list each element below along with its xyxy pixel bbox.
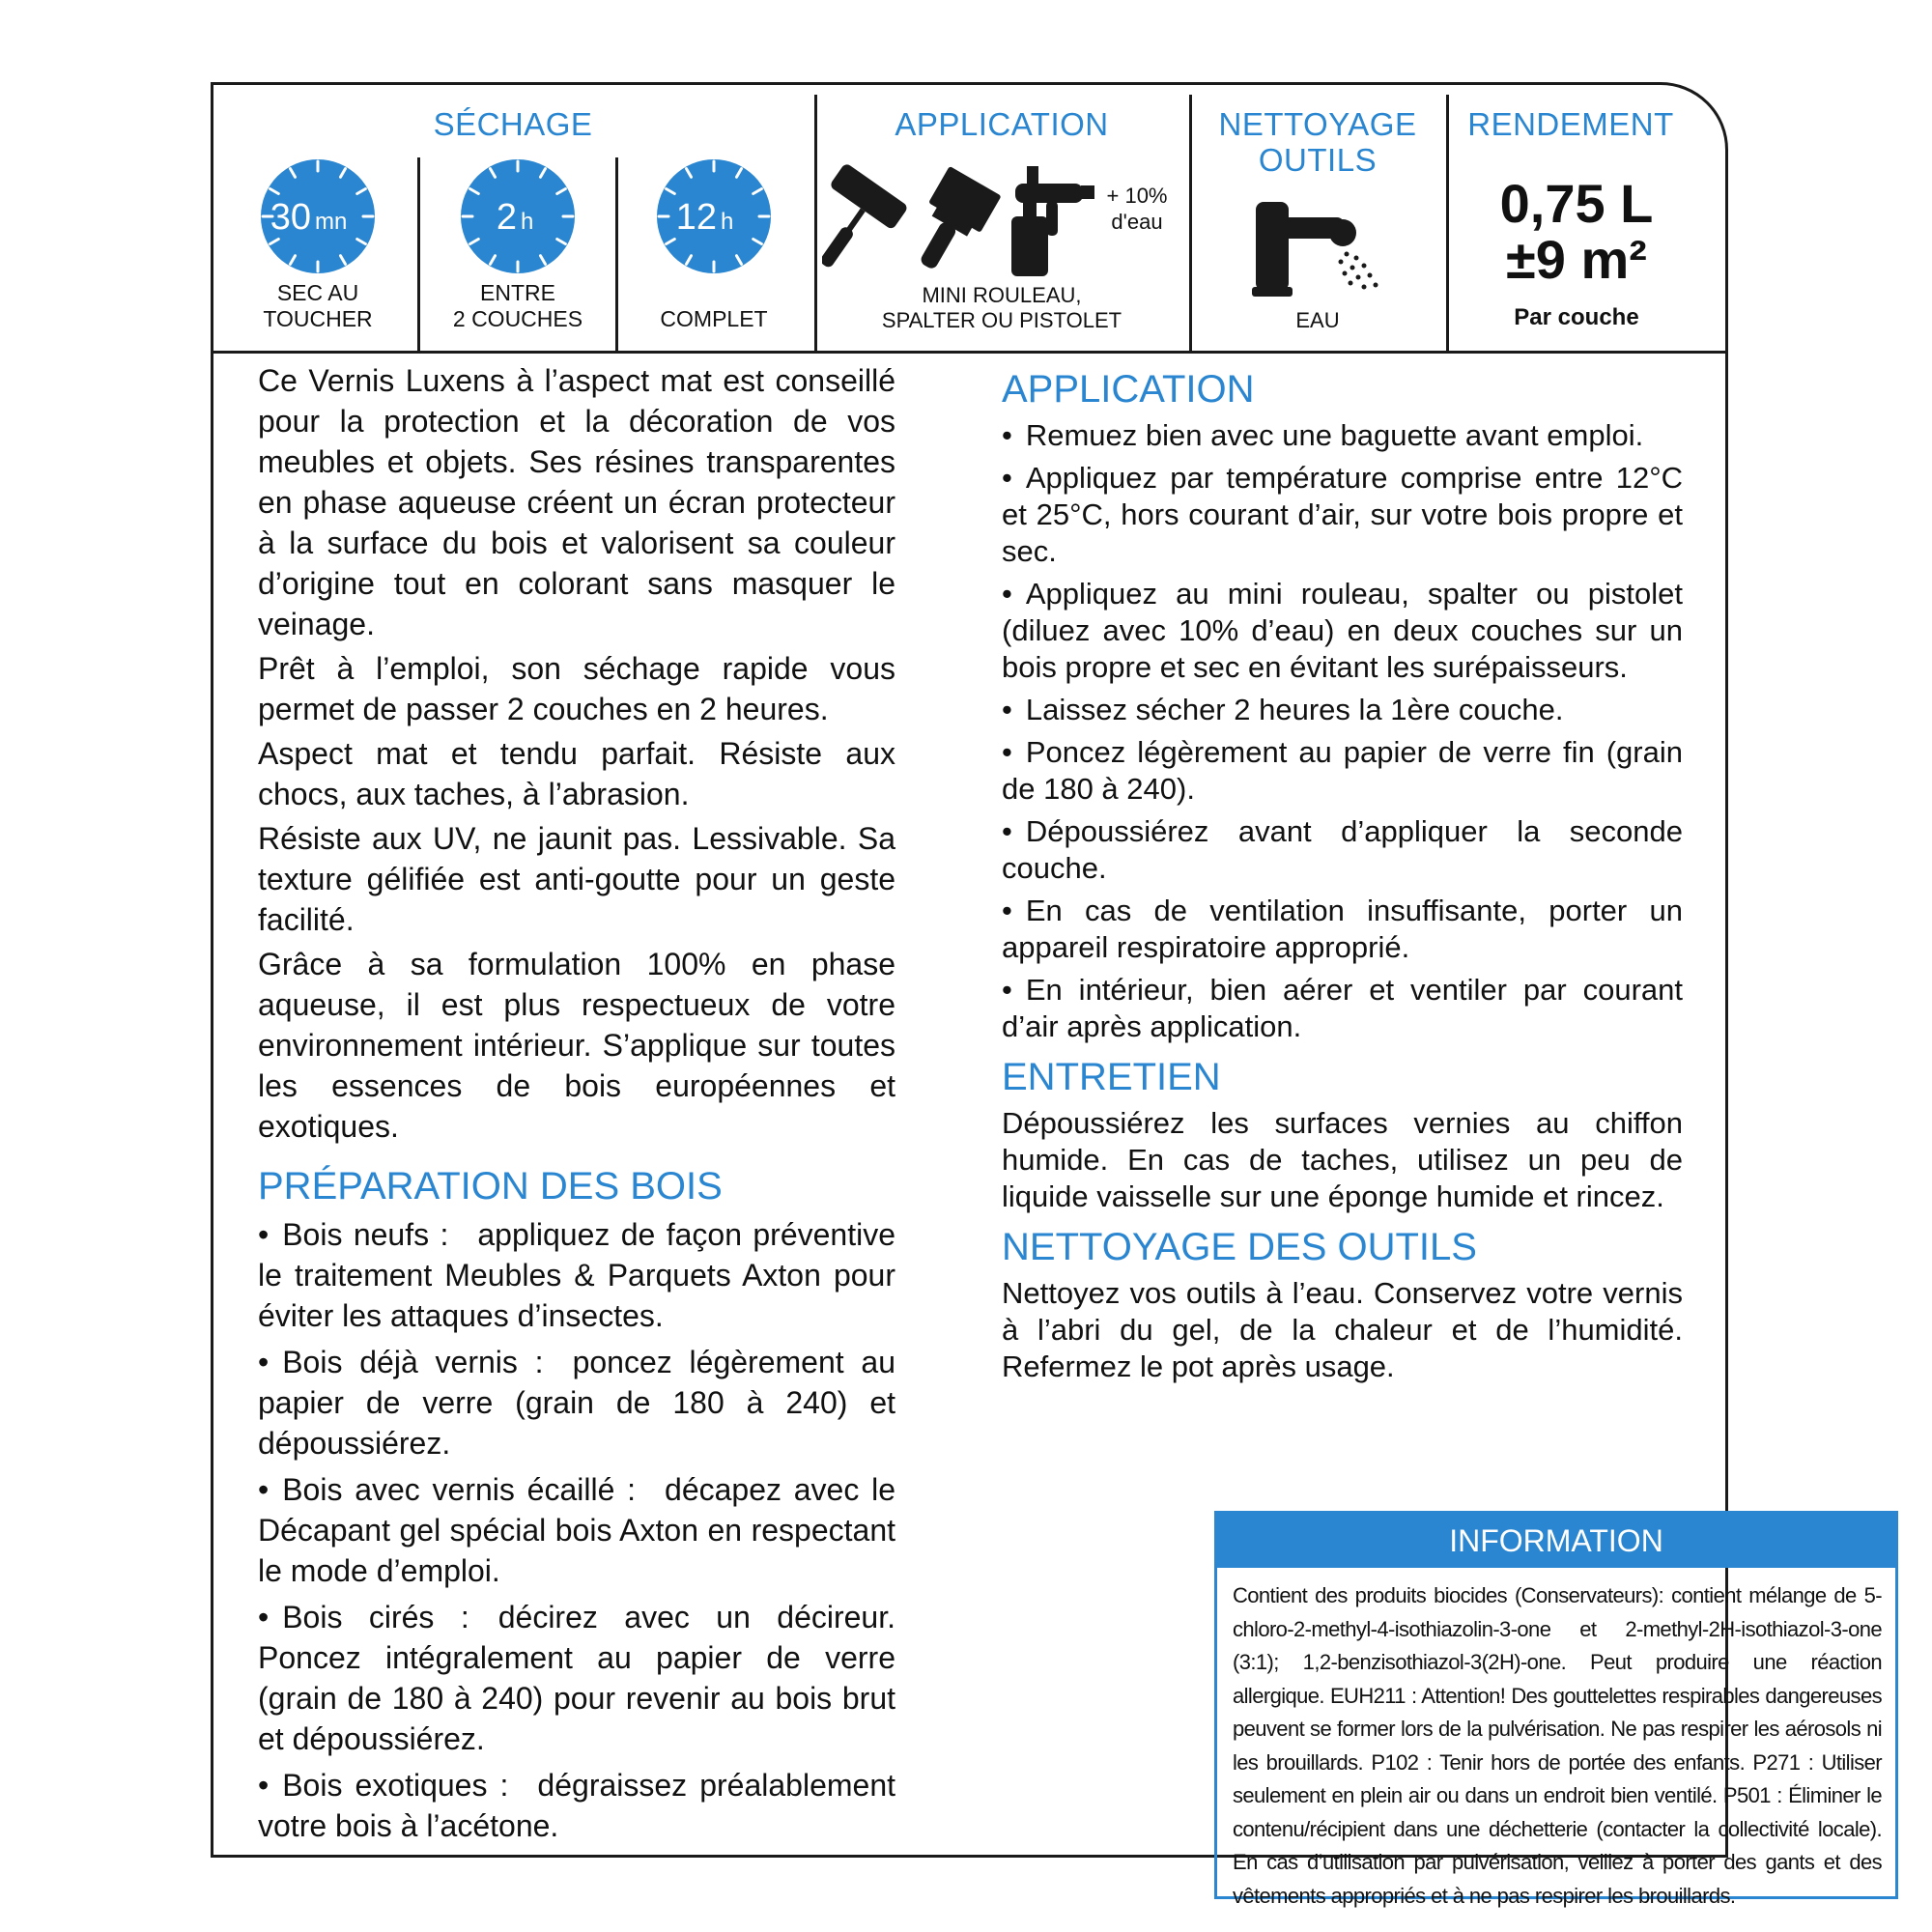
- clock-icon: [459, 157, 577, 275]
- intro-paragraph: Résiste aux UV, ne jaunit pas. Lessivable. Sa texture gélifiée est anti-goutte pour un geste facilité.: [258, 821, 895, 937]
- product-info-panel: [211, 82, 1882, 1908]
- clock-label: ENTRE 2 COUCHES: [452, 280, 583, 331]
- nettoyage-text: Nettoyez vos outils à l’eau. Conservez votre vernis à l’abri du gel, de la chaleur et de l’humidité. Refermez le pot après usage.: [1002, 1276, 1683, 1383]
- application-step: • Dépoussiérez avant d’appliquer la seconde couche.: [1002, 814, 1683, 885]
- nettoyage-title: NETTOYAGE DES OUTILS: [1002, 1226, 1477, 1268]
- preparation-title: PRÉPARATION DES BOIS: [258, 1165, 723, 1208]
- rendement-note: Par couche: [1514, 304, 1639, 330]
- application-step: • Laissez sécher 2 heures la 1ère couche.: [1002, 693, 1564, 726]
- preparation-item: • Bois cirés : décirez avec un décireur. Poncez intégralement au papier de verre (grain de 180 à 240) pour revenir au bois brut et dépoussiérez.: [258, 1600, 896, 1756]
- clock-value: 2: [496, 197, 517, 238]
- divider: [417, 157, 420, 351]
- rendement-volume: 0,75 L: [1499, 173, 1654, 234]
- application-step: • Appliquez au mini rouleau, spalter ou pistolet (diluez avec 10% d’eau) en deux couches sur un bois propre et sec en évitant les surépaisseurs.: [1002, 577, 1683, 684]
- intro-paragraph: Aspect mat et tendu parfait. Résiste aux chocs, aux taches, à l’abrasion.: [258, 736, 895, 811]
- divider: [615, 157, 618, 351]
- rendement-title: RENDEMENT: [1467, 106, 1674, 142]
- paint-tools-icon: [822, 162, 1112, 278]
- water-note: + 10% d'eau: [1106, 184, 1168, 234]
- clock-unit: mn: [315, 209, 348, 235]
- sechage-title: SÉCHAGE: [433, 106, 593, 142]
- header-strip: [213, 85, 1725, 354]
- intro-paragraph: Ce Vernis Luxens à l’aspect mat est conseillé pour la protection et la décoration de vos meubles et objets. Ses résines transparentes en phase aqueuse créent un écran protecteur à la surface du bois et valorisent sa couleur d’origine tout en colorant sans masquer le veinage.: [258, 363, 895, 641]
- application-step: • Remuez bien avec une baguette avant emploi.: [1002, 418, 1644, 452]
- application-step: • Appliquez par température comprise entre 12°C et 25°C, hors courant d’air, sur votre bois propre et sec.: [1002, 461, 1683, 568]
- information-text: Contient des produits biocides (Conservateurs): contient mélange de 5-chloro-2-methyl-4-isothiazolin-3-one et 2-methyl-2H-isothiazol-3-one (3:1); 1,2-benzisothiazol-3(2H)-one. Peut produire une réaction allergique. EUH211 : Attention! Des gouttelettes respirables dangereuses peuvent se former lors de la pulvérisation. Ne pas respirer les aérosols ni les brouillards. P102 : Tenir hors de portée des enfants. P271 : Utiliser seulement en plein air ou dans un endroit bien ventilé. P501 : Éliminer le contenu/récipient dans une déchetterie (contacter la collectivité locale). En cas d’utilisation par pulvérisation, veillez à porter des gants et des vêtements appropriés et à ne pas respirer les brouillards.: [1233, 1583, 1882, 1908]
- preparation-item: • Bois neufs : appliquez de façon préventive le traitement Meubles & Parquets Axton pour éviter les attaques d’insectes.: [258, 1217, 896, 1333]
- clock-label: COMPLET: [660, 306, 768, 331]
- left-column: [258, 360, 895, 1852]
- nettoyage-label: EAU: [1295, 308, 1340, 332]
- application-step: • En intérieur, bien aérer et ventiler par courant d’air après application.: [1002, 973, 1683, 1043]
- preparation-item: • Bois avec vernis écaillé : décapez avec le Décapant gel spécial bois Axton en respectant le mode d’emploi.: [258, 1472, 895, 1588]
- entretien-title: ENTRETIEN: [1002, 1056, 1221, 1098]
- clock-value: 30: [270, 197, 311, 238]
- clock-icon: [655, 157, 773, 275]
- clock-icon: [259, 157, 377, 275]
- clock-value: 12: [675, 197, 717, 238]
- information-box: [1214, 1511, 1898, 1908]
- application-step: • Poncez légèrement au papier de verre fin (grain de 180 à 240).: [1002, 735, 1683, 806]
- application-title: APPLICATION: [1002, 368, 1255, 411]
- intro-paragraph: Grâce à sa formulation 100% en phase aqueuse, il est plus respectueux de votre environnement intérieur. S’applique sur toutes les essences de bois européennes et exotiques.: [258, 947, 895, 1144]
- clock-unit: h: [721, 209, 734, 235]
- intro-paragraph: Prêt à l’emploi, son séchage rapide vous permet de passer 2 couches en 2 heures.: [258, 651, 895, 726]
- rendement-area: ±9 m²: [1506, 229, 1647, 290]
- application-tools-label: MINI ROULEAU, SPALTER OU PISTOLET: [881, 283, 1122, 332]
- preparation-item: • Bois déjà vernis : poncez légèrement au papier de verre (grain de 180 à 240) et dépoussiérez.: [258, 1345, 896, 1461]
- clock-unit: h: [521, 209, 534, 235]
- clock-label: SEC AU TOUCHER: [263, 280, 373, 331]
- divider: [1446, 95, 1449, 351]
- nettoyage-header-title: NETTOYAGE OUTILS: [1218, 106, 1417, 178]
- preparation-item: • Bois exotiques : dégraissez préalablement votre bois à l’acétone.: [258, 1768, 896, 1843]
- tap-icon: [1252, 194, 1397, 300]
- application-header-title: APPLICATION: [895, 106, 1109, 142]
- right-column: [1002, 367, 1683, 1389]
- entretien-text: Dépoussiérez les surfaces vernies au chiffon humide. En cas de taches, utilisez un peu de liquide vaisselle sur une éponge humide et rincez.: [1002, 1106, 1683, 1213]
- information-title: INFORMATION: [1217, 1514, 1895, 1568]
- application-step: • En cas de ventilation insuffisante, porter un appareil respiratoire approprié.: [1002, 894, 1683, 964]
